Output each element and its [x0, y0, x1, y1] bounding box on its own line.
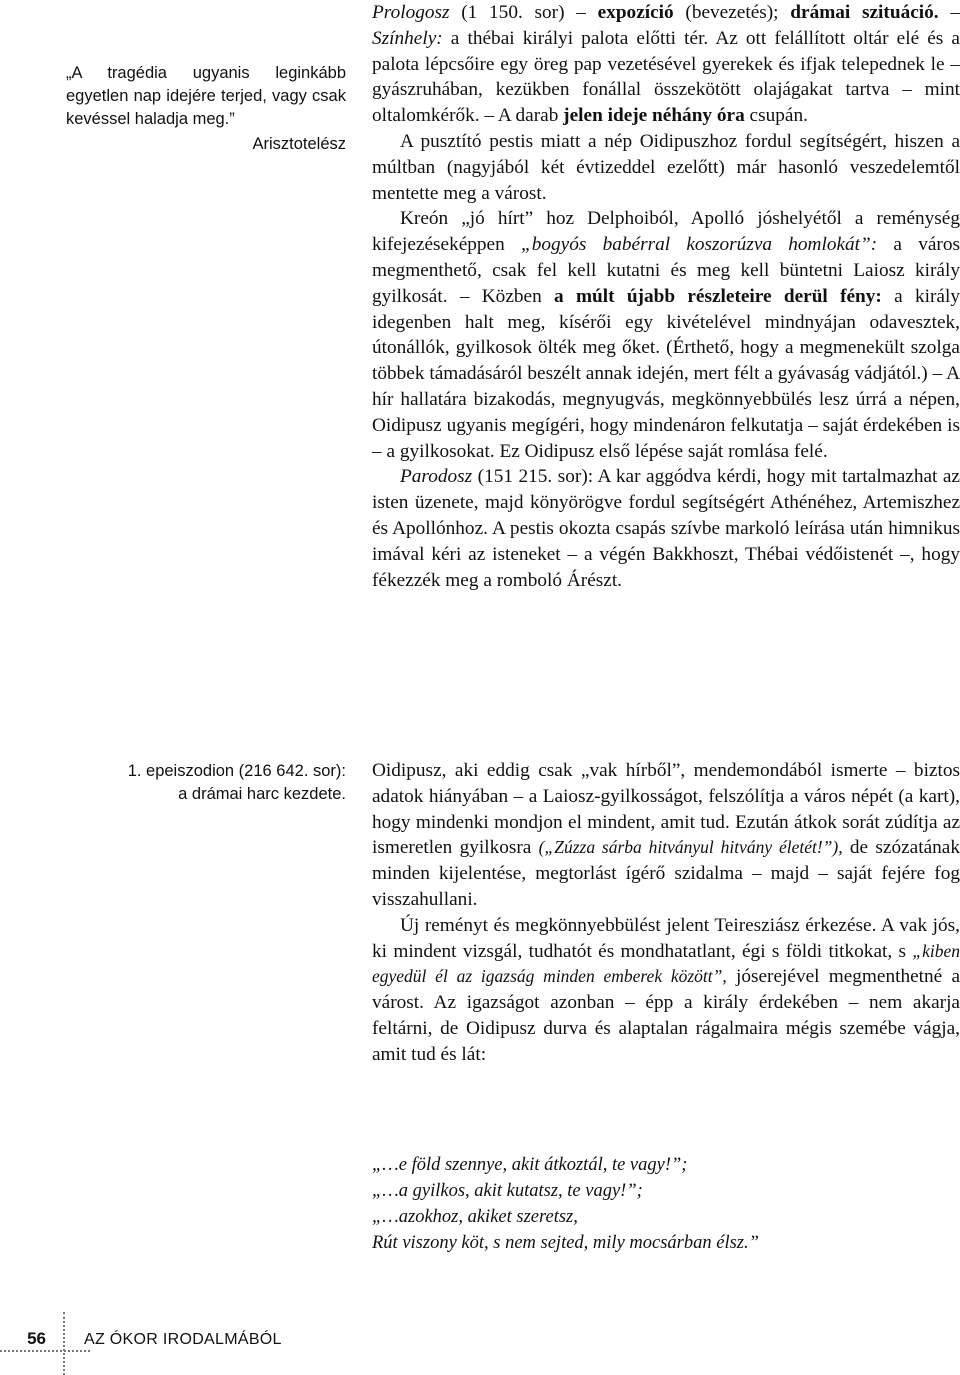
oidipusz-paragraph: [372, 758, 960, 913]
teiresziasz-quote: „kiben egyedül él az igazság minden emberek között”,: [372, 940, 960, 987]
mult-reszletei-term: a múlt újabb részleteire derül fény:: [554, 285, 882, 307]
parodosz-text: (151 215. sor): A kar aggódva kérdi, hogy mit tartalmazhat az isten üzenete, majd könyörögve fordul segítségért Athénéhez, Artemiszhez és Apollónhoz. A pestis okozta csapás szívbe markoló leírása után himnikus imával kéri az isteneket – a végén Bakkhoszt, Thébai védőistenét –, hogy fékezzék meg a romboló Árészt.: [372, 466, 960, 591]
dash: –: [938, 2, 960, 23]
epeiszodion-section: [372, 758, 960, 1068]
teiresziasz-text-b: jóserejével megmenthetné a várost. Az igazságot azonban – épp a király érdekében – nem akarja feltárni, de Oidipusz durva és alaptalan rágalmaira mégis szemébe vágja, amit tud és lát:: [372, 966, 960, 1065]
dramai-szituacio-term: drámai szituáció.: [790, 2, 939, 23]
szinhely-label: Színhely:: [372, 27, 443, 49]
prologosz-paragraph: [372, 0, 960, 129]
epigraph-author: Arisztotelész: [252, 135, 346, 153]
kreon-text-a: Kreón „jó hírt” hoz Delphoiból, Apolló jóshelyétől a reménység kifejezéseképpen: [372, 208, 960, 256]
running-title: AZ ÓKOR IRODALMÁBÓL: [84, 1331, 282, 1348]
kreon-text-c: a király idegenben halt meg, kísérői egy kivételével mindnyájan odavesztek, útonállók, gyilkosok ölték meg őket. (Érthető, hogy a megmenekült szolga többek támadásáról beszélt annak idején, mert félt a gyávaság vádjától.) – A hír hallatára bizakodás, megnyugvás, megkönnyebbülés lesz úrrá a népen, Oidipusz ugyanis megígéri, hogy mindenáron felkutatja – saját érdekében is – a gyilkosokat. Ez Oidipusz első lépése saját romlása felé.: [372, 285, 960, 462]
prologosz-label: Prologosz: [372, 2, 450, 23]
oidipusz-text-b: de szózatának minden kijelentése, megtorlást ígérő szidalma – majd – saját fejére fog visszahullani.: [372, 837, 960, 910]
verse-line: Rút viszony köt, s nem sejted, mily mocsárban élsz.”: [372, 1233, 759, 1253]
page-number: 56: [27, 1329, 46, 1348]
expozicio-term: expozíció: [597, 2, 674, 23]
oidipusz-text-a: Oidipusz, aki eddig csak „vak hírből”, mendemondából ismerte – biztos adatok hiányában – a Laiosz-gyilkosságot, felszólítja a város népét (a kart), hogy mindenki mondjon el mindent, amit tud. Ezután átkok sorát zúdítja az ismeretlen gyilkosra: [372, 760, 960, 859]
kreon-quote: „bogyós babérral koszorúzva homlokát”:: [521, 234, 878, 256]
pestis-paragraph: A pusztító pestis miatt a nép Oidipuszhoz fordul segítségért, hiszen a múltban (nagyjából két évtizeddel ezelőtt) már hasonló veszedelemtől mentette meg a várost.: [372, 130, 960, 204]
bevezetes-text: (bevezetés);: [673, 2, 791, 23]
prologosz-section: [372, 0, 960, 593]
kreon-text-b: a város megmenthető, csak fel kell kutatni és meg kell büntetni Laiosz király gyilkosát. – Közben: [372, 234, 960, 307]
epigraph-quote: „A tragédia ugyanis leginkább egyetlen nap idejére terjed, vagy csak kevéssel haladja meg.”: [66, 64, 346, 128]
verse-quotation: [372, 1152, 960, 1256]
verse-line: „…a gyilkos, akit kutatsz, te vagy!”;: [372, 1181, 643, 1201]
footer-dotted-divider: [63, 1312, 65, 1375]
prologosz-range: (1 150. sor) –: [449, 2, 598, 23]
parodosz-label: Parodosz: [400, 466, 473, 488]
verse-line: „…azokhoz, akiket szeretsz,: [372, 1207, 578, 1227]
footer-dotted-rule: [0, 1350, 90, 1352]
teiresziasz-paragraph: [372, 913, 960, 1068]
oidipusz-quote: („Zúzza sárba hitványul hitvány életét!”),: [538, 837, 843, 858]
section-note-line-2: a drámai harc kezdete.: [178, 785, 346, 803]
csupan-text: csupán.: [744, 105, 808, 127]
szinhely-text: a thébai királyi palota előtti tér. Az ott felállított oltár elé és a palota lépcsőire egy öreg pap vezetésével gyerekek és ifjak telepednek le – gyászruhában, kezükben fonállal összekötött olajágakat tartva – mint oltalomkérők. – A darab: [372, 27, 960, 127]
teiresziasz-text-a: Új reményt és megkönnyebbülést jelent Teiresziász érkezése. A vak jós, ki mindent vizsgál, tudhatót és mondhatatlant, égi s földi titkokat, s: [372, 914, 960, 962]
parodosz-paragraph: [372, 464, 960, 593]
jelen-ideje-term: jelen ideje néhány óra: [563, 105, 745, 127]
section-note-line-1: 1. epeiszodion (216 642. sor):: [127, 762, 346, 780]
kreon-paragraph: [372, 206, 960, 464]
section-margin-note: [66, 760, 346, 806]
verse-line: „…e föld szennye, akit átkoztál, te vagy!”;: [372, 1155, 688, 1175]
